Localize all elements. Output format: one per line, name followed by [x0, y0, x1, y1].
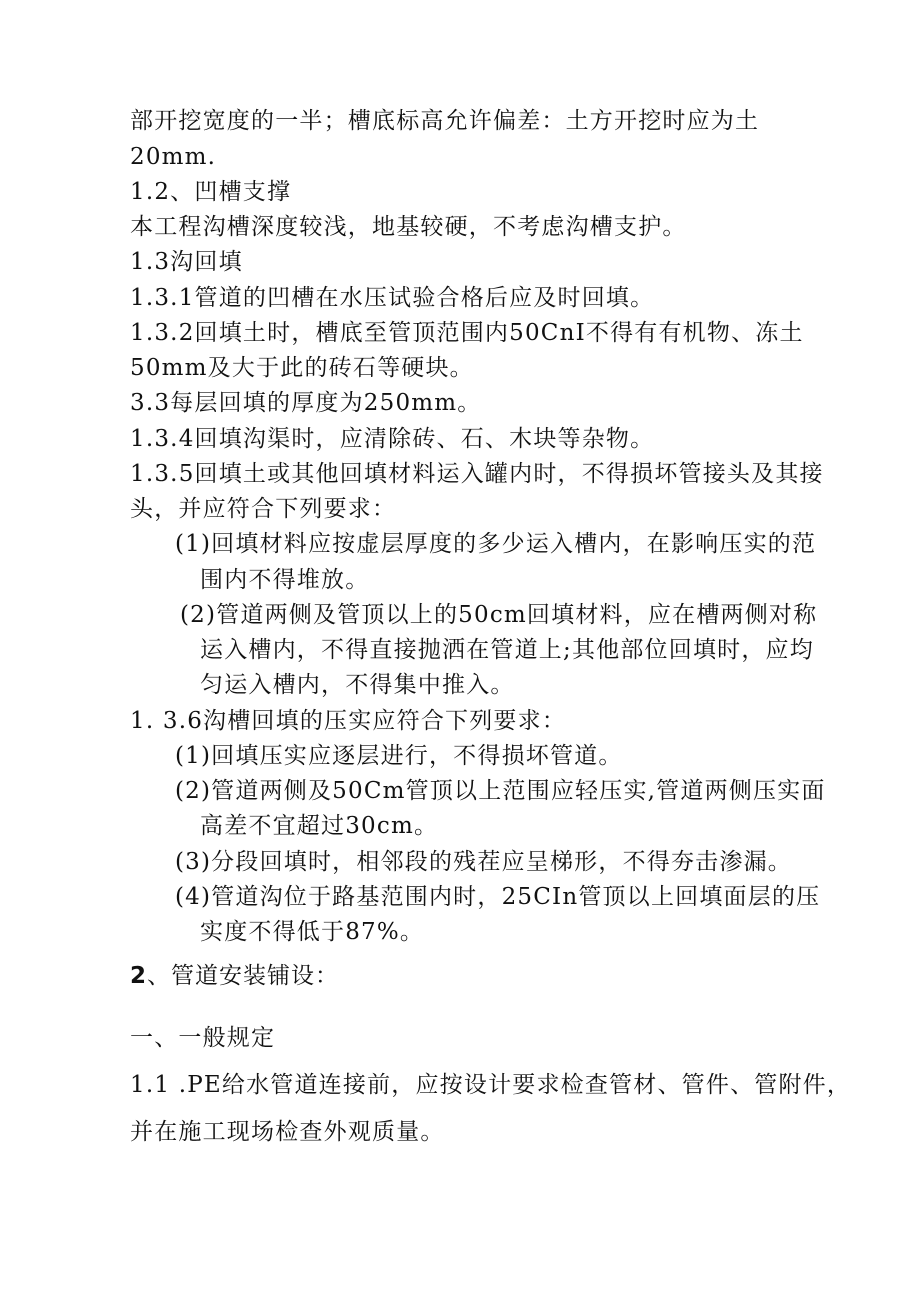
list-item: (4)管道沟位于路基范围内时，25CIn管顶以上回填面层的压: [175, 884, 821, 910]
section-number: 2: [130, 963, 148, 989]
list-item: (2)管道两侧及管顶以上的50cm回填材料，应在槽两侧对称: [180, 602, 818, 628]
list-item: (1)回填材料应按虚层厚度的多少运入槽内，在影响压实的范: [175, 531, 817, 557]
section-heading-2: [130, 961, 339, 991]
list-item-continuation: 匀运入槽内，不得集中推入。: [200, 672, 515, 698]
text-line: 1.3.2回填土时，槽底至管顶范围内50CnI不得有有机物、冻土: [130, 320, 804, 346]
subsection-heading: 一、一般规定: [130, 1025, 276, 1051]
text-line: 20mm.: [130, 144, 217, 170]
text-line: 头，并应符合下列要求：: [130, 496, 397, 522]
text-line: 1.3.1管道的凹槽在水压试验合格后应及时回填。: [130, 285, 655, 311]
list-item-continuation: 高差不宜超过30cm。: [200, 813, 439, 839]
list-item-continuation: 实度不得低于87%。: [200, 919, 425, 945]
text-line: 3.3每层回填的厚度为250mm。: [130, 390, 482, 416]
text-line: 并在施工现场检查外观质量。: [130, 1119, 445, 1145]
list-item-continuation: 围内不得堆放。: [200, 567, 370, 593]
list-item: (3)分段回填时，相邻段的残茬应呈梯形，不得夯击渗漏。: [175, 849, 792, 875]
text-line: 1.1 .PE给水管道连接前，应按设计要求检查管材、管件、管附件，: [130, 1072, 852, 1098]
list-item: (1)回填压实应逐层进行，不得损坏管道。: [175, 743, 623, 769]
section-heading-1-2: 1.2、凹槽支撑: [130, 179, 292, 205]
text-line: 1. 3.6沟槽回填的压实应符合下列要求：: [130, 708, 567, 734]
text-line: 本工程沟槽深度较浅，地基较硬，不考虑沟槽支护。: [130, 214, 687, 240]
list-item: (2)管道两侧及50Cm管顶以上范围应轻压实,管道两侧压实面: [175, 778, 826, 804]
text-line: 部开挖宽度的一半；槽底标高允许偏差：土方开挖时应为土: [130, 108, 760, 134]
section-title: 、管道安装铺设：: [147, 963, 340, 989]
text-line: 50mm及大于此的砖石等硬块。: [130, 355, 474, 381]
section-heading-1-3: 1.3沟回填: [130, 249, 243, 275]
list-item-continuation: 运入槽内，不得直接抛洒在管道上;其他部位回填时，应均: [200, 637, 814, 663]
text-line: 1.3.4回填沟渠时，应清除砖、石、木块等杂物。: [130, 426, 655, 452]
text-line: 1.3.5回填土或其他回填材料运入罐内时，不得损坏管接头及其接: [130, 461, 824, 487]
